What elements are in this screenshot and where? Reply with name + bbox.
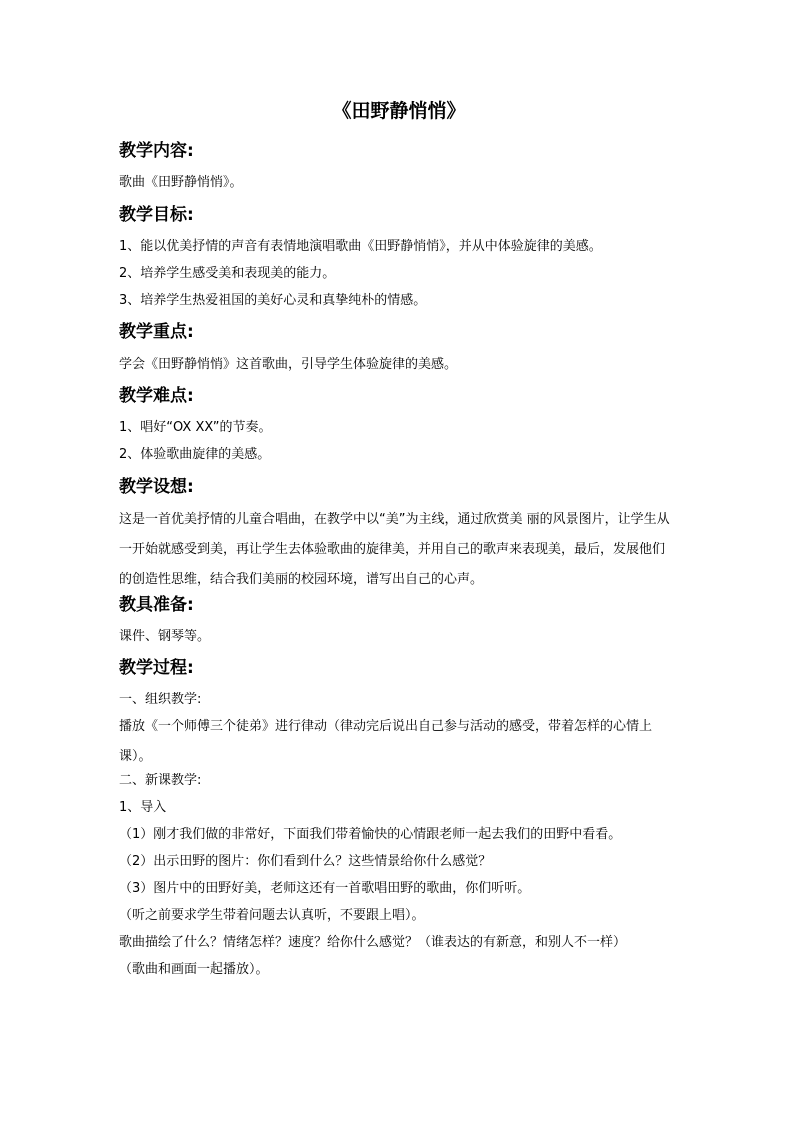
section-heading-goals: 教学目标: bbox=[119, 205, 194, 225]
section-heading-key-points: 教学重点: bbox=[119, 322, 194, 342]
goal-line-2: 2、培养学生感受美和表现美的能力。 bbox=[119, 266, 336, 281]
materials-line: 课件、钢琴等。 bbox=[119, 629, 211, 644]
difficulty-line-1: 1、唱好“OX XX”的节奏。 bbox=[119, 420, 272, 435]
process-line-5: 歌曲描绘了什么？情绪怎样？速度？给你什么感觉？（谁表达的有新意，和别人不一样） bbox=[119, 935, 627, 950]
section-heading-process: 教学过程: bbox=[119, 658, 194, 678]
process-line-4: （听之前要求学生带着问题去认真听，不要跟上唱）。 bbox=[119, 908, 425, 923]
content-line: 歌曲《田野静悄悄》。 bbox=[119, 175, 243, 190]
process-line-1: （1）刚才我们做的非常好，下面我们带着愉快的心情跟老师一起去我们的田野中看看。 bbox=[119, 827, 622, 842]
process-intro-label: 1、导入 bbox=[119, 800, 167, 815]
difficulty-line-2: 2、体验歌曲旋律的美感。 bbox=[119, 447, 271, 462]
process-organize-text: 播放《一个师傅三个徒弟》进行律动（律动完后说出自己参与活动的感受，带着怎样的心情上课）。 bbox=[119, 719, 653, 764]
process-line-3: （3）图片中的田野好美，老师这还有一首歌唱田野的歌曲，你们听听。 bbox=[119, 881, 531, 896]
process-line-6: （歌曲和画面一起播放）。 bbox=[119, 962, 269, 977]
design-paragraph: 这是一首优美抒情的儿童合唱曲，在教学中以“美”为主线，通过欣赏美 丽的风景图片，让学生从一开始就感受到美，再让学生去体验歌曲的旋律美，并用自己的歌声来表现美，最后，发展他们的创造性思维，结合我们美丽的校园环境，谱写出自己的心声。 bbox=[119, 512, 670, 587]
goal-line-3: 3、培养学生热爱祖国的美好心灵和真挚纯朴的情感。 bbox=[119, 293, 427, 308]
process-new-lesson-label: 二、新课教学: bbox=[119, 773, 202, 788]
section-heading-difficulties: 教学难点: bbox=[119, 386, 194, 406]
section-heading-materials: 教具准备: bbox=[119, 595, 194, 615]
key-point-line: 学会《田野静悄悄》这首歌曲，引导学生体验旋律的美感。 bbox=[119, 357, 458, 372]
section-heading-content: 教学内容: bbox=[119, 141, 194, 161]
goal-line-1: 1、能以优美抒情的声音有表情地演唱歌曲《田野静悄悄》，并从中体验旋律的美感。 bbox=[119, 239, 602, 254]
process-organize-label: 一、组织教学: bbox=[119, 692, 202, 707]
section-heading-design: 教学设想: bbox=[119, 477, 194, 497]
process-line-2: （2）出示田野的图片：你们看到什么？这些情景给你什么感觉？ bbox=[119, 854, 492, 869]
document-title: 《田野静悄悄》 bbox=[332, 100, 466, 122]
